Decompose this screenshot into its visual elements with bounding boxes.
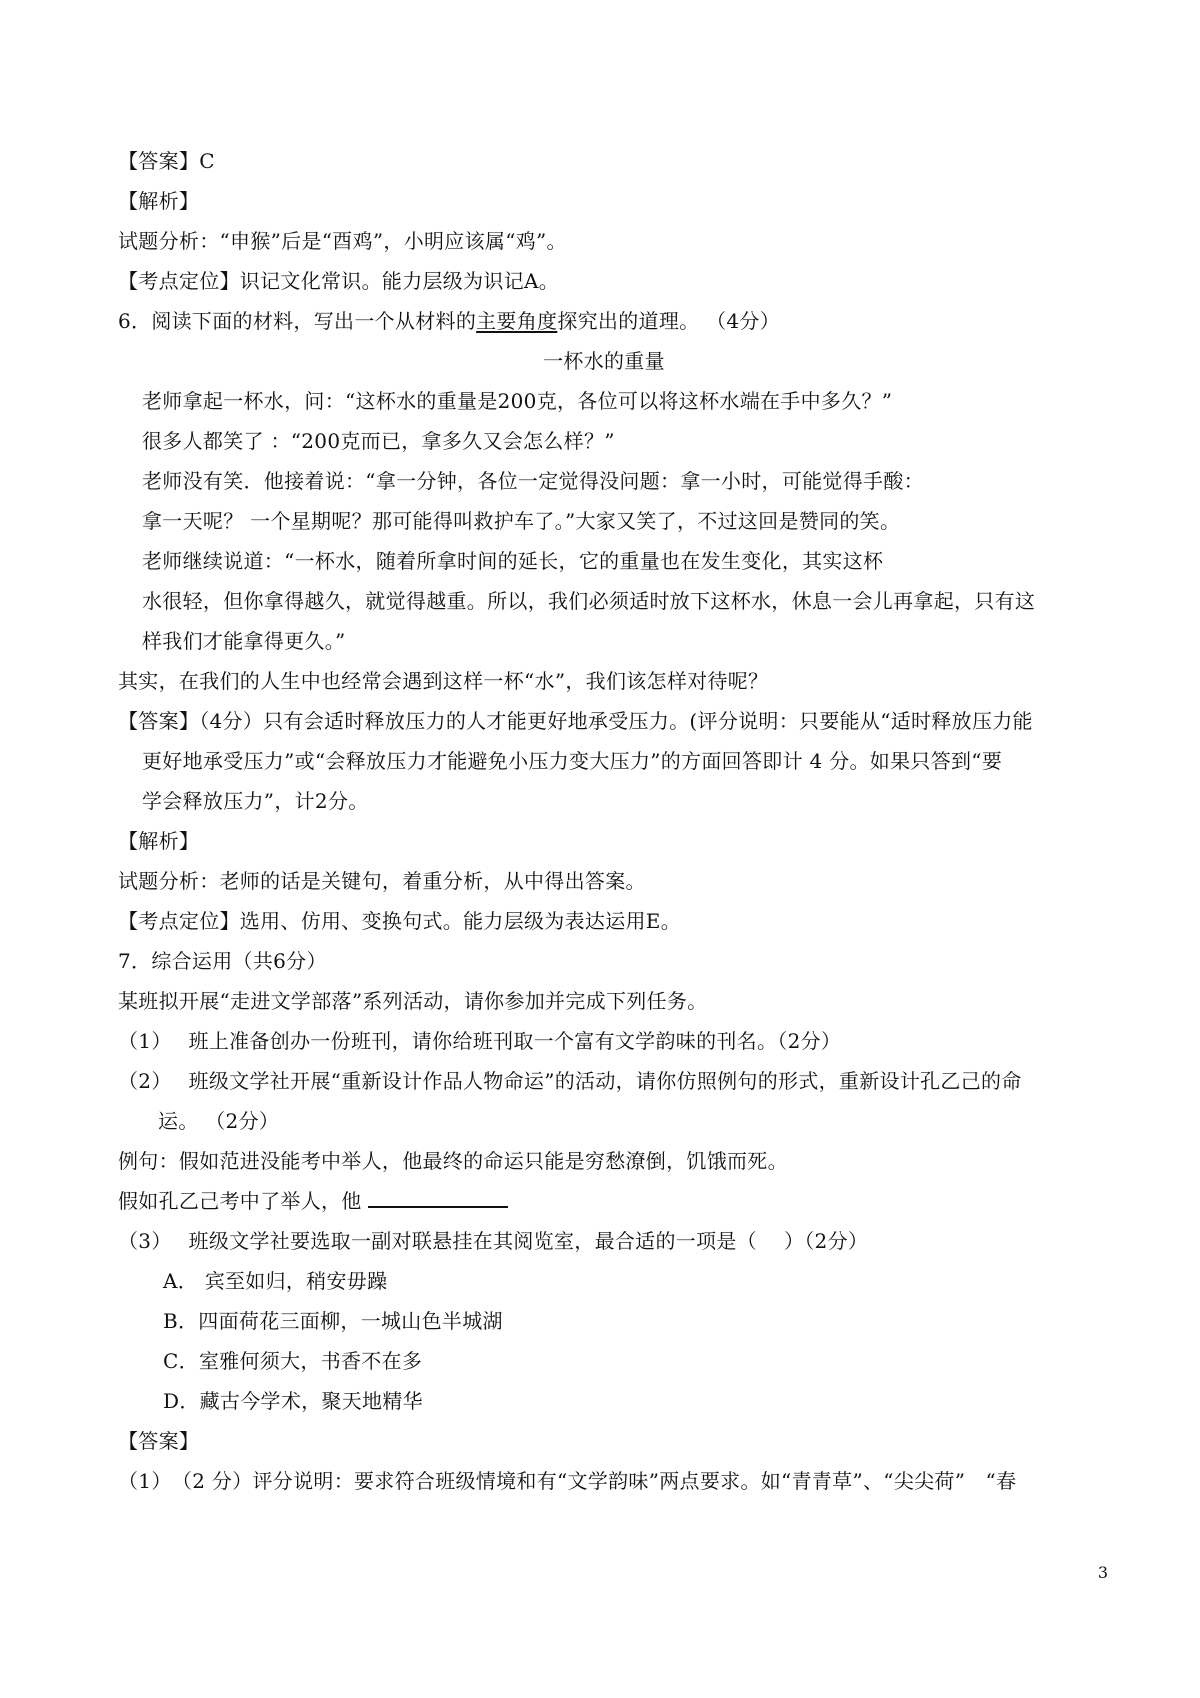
q6-prompt-underlined: 主要角度 [476,309,558,333]
q6-passage-line: 老师继续说道：“一杯水，随着所拿时间的延长，它的重量也在发生变化，其实这杯 [142,549,884,573]
answer-blank [368,1186,508,1208]
q7-heading: 7．综合运用（共6分） [118,949,327,973]
q6-answer-line: 【答案】（4分）只有会适时释放压力的人才能更好地承受压力。(评分说明：只要能从“适时释放压力能 [118,709,1033,733]
q7-fill-text: 假如孔乙己考中了举人，他 [118,1189,362,1213]
q5-analysis-text: 试题分析：“申猴”后是“酉鸡”，小明应该属“鸡”。 [118,229,567,253]
q6-question: 其实，在我们的人生中也经常会遇到这样一杯“水”，我们该怎样对待呢？ [118,669,769,693]
q7-sub3: （3） 班级文学社要选取一副对联悬挂在其阅览室，最合适的一项是（ ）（2分） [118,1229,869,1253]
q6-passage-line: 拿一天呢？ 一个星期呢？那可能得叫救护车了。”大家又笑了，不过这回是赞同的笑。 [142,509,901,533]
q7-answer-line1: （1） （2 分）评分说明：要求符合班级情境和有“文学韵味”两点要求。如“青青草”、“尖尖荷” “春 [118,1469,1017,1493]
page-number: 3 [1097,1563,1108,1582]
q7-answer-label: 【答案】 [118,1429,200,1453]
q7-option-d: D．藏古今学术，聚天地精华 [163,1389,423,1413]
q7-fill-prompt [118,1181,1090,1221]
q7-sub2-line2: 运。 （2分） [158,1109,280,1133]
q5-analysis-label: 【解析】 [118,189,200,213]
q7-sub1: （1） 班上准备创办一份班刊，请你给班刊取一个富有文学韵味的刊名。（2分） [118,1029,842,1053]
q5-answer: 【答案】C [118,149,215,173]
q6-answer-line: 更好地承受压力”或“会释放压力才能避免小压力变大压力”的方面回答即计 4 分。如果只答到“要 [142,749,1003,773]
q6-prompt-prefix: 6．阅读下面的材料，写出一个从材料的 [118,309,477,333]
q6-passage-line: 很多人都笑了 ：“200克而已，拿多久又会怎么样？” [142,429,615,453]
q6-answer-line: 学会释放压力”，计2分。 [142,789,369,813]
q6-passage-line: 老师拿起一杯水，问：“这杯水的重量是200克，各位可以将这杯水端在手中多久？” [142,389,893,413]
q7-option-b: B．四面荷花三面柳，一城山色半城湖 [163,1309,503,1333]
q6-passage-line: 样我们才能拿得更久。” [142,629,346,653]
q6-passage-line: 水很轻，但你拿得越久，就觉得越重。所以，我们必须适时放下这杯水，休息一会儿再拿起，只有这 [142,589,1036,613]
q6-passage-line: 老师没有笑．他接着说：“拿一分钟，各位一定觉得没问题：拿一小时，可能觉得手酸： [142,469,924,493]
document-body [118,141,1090,1501]
q6-analysis-label: 【解析】 [118,829,200,853]
q7-option-a: A． 宾至如归，稍安毋躁 [163,1269,388,1293]
q7-option-c: C．室雅何须大，书香不在多 [163,1349,423,1373]
q5-point: 【考点定位】识记文化常识。能力层级为识记A。 [118,269,560,293]
q6-point: 【考点定位】选用、仿用、变换句式。能力层级为表达运用E。 [118,909,681,933]
q6-prompt-suffix: 探究出的道理。 （4分） [557,309,781,333]
q6-prompt [118,301,1090,341]
q6-analysis-text: 试题分析：老师的话是关键句，着重分析，从中得出答案。 [118,869,646,893]
q7-example: 例句：假如范进没能考中举人，他最终的命运只能是穷愁潦倒，饥饿而死。 [118,1149,788,1173]
q7-sub2-line1: （2） 班级文学社开展“重新设计作品人物命运”的活动，请你仿照例句的形式，重新设计孔乙己的命 [118,1069,1022,1093]
q7-intro: 某班拟开展“走进文学部落”系列活动，请你参加并完成下列任务。 [118,989,708,1013]
q6-passage-title: 一杯水的重量 [543,349,665,373]
